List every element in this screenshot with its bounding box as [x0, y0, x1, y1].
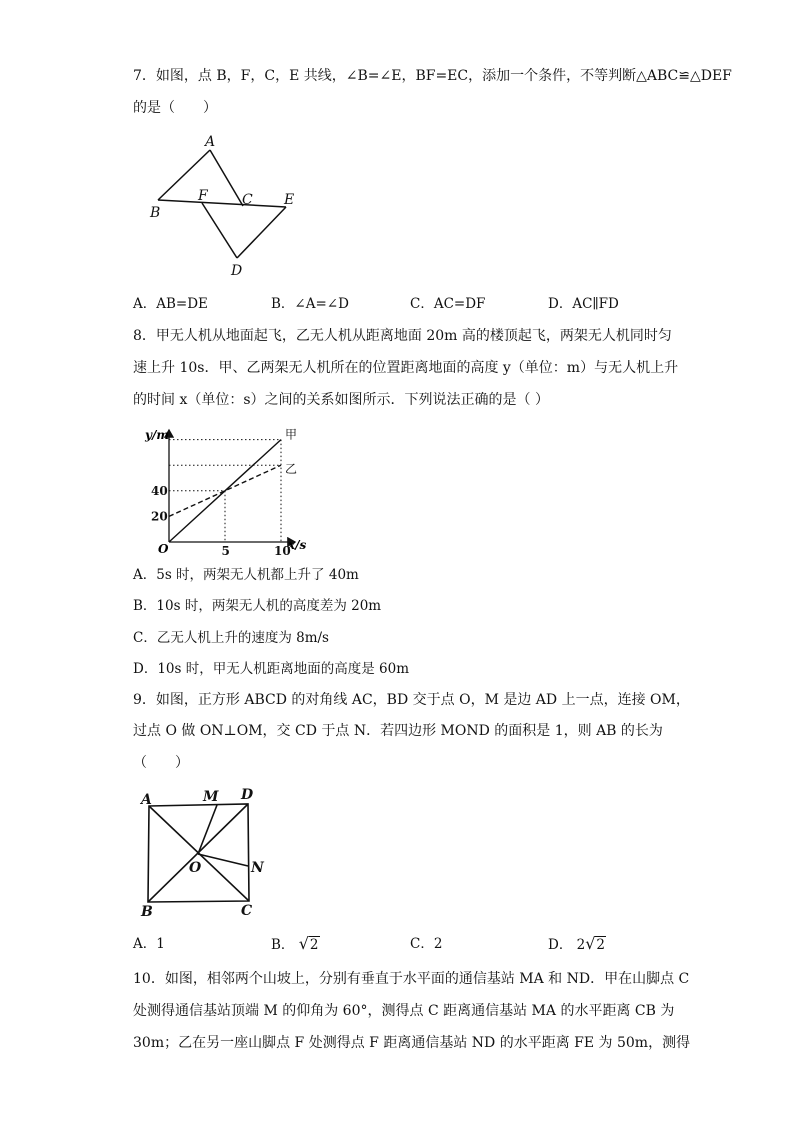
q9-label-n: N — [251, 860, 264, 876]
q8-text-line2: 速上升 10s．甲、乙两架无人机所在的位置距离地面的高度 y（单位：m）与无人机上升 — [133, 360, 679, 376]
q9-option-b-sqrt: √2 — [298, 934, 319, 953]
q8-option-d: D．10s 时，甲无人机距离地面的高度是 60m — [133, 661, 409, 677]
series-label-yi: 乙 — [285, 462, 298, 477]
q9-text-line1: 9．如图，正方形 ABCD 的对角线 AC，BD 交于点 O，M 是边 AD 上一点，连接 OM， — [133, 692, 690, 708]
y-axis-label: y/m — [145, 428, 170, 442]
q8-text-line3: 的时间 x（单位：s）之间的关系如图所示．下列说法正确的是（ ） — [133, 392, 549, 408]
q7-option-a: A．AB=DE — [133, 296, 208, 312]
q9-label-o: O — [189, 860, 202, 876]
q9-option-d-letter: D． — [548, 937, 573, 953]
q9-option-b — [271, 934, 320, 955]
q7-label-e: E — [284, 192, 295, 208]
q10-text-line3: 30m；乙在另一座山脚点 F 处测得点 F 距离通信基站 ND 的水平距离 FE 为 50m，测得 — [133, 1035, 691, 1051]
q9-option-d-radicand: 2 — [596, 937, 606, 953]
q9-option-a: A．1 — [133, 936, 165, 952]
q7-figure — [140, 128, 320, 278]
q9-label-c: C — [241, 903, 253, 919]
q9-text-line2: 过点 O 做 ON⊥OM，交 CD 于点 N．若四边形 MOND 的面积是 1，则 AB 的长为 — [133, 723, 663, 739]
q9-option-d — [548, 934, 606, 955]
q9-option-d-coef: 2 — [576, 937, 586, 953]
q7-label-f: F — [198, 188, 208, 204]
q9-label-m: M — [203, 789, 219, 805]
q7-text-line1: 7．如图，点 B，F，C，E 共线，∠B=∠E，BF=EC，添加一个条件，不等判断△ABC≌△DEF — [133, 68, 732, 84]
x-axis-label: x/s — [288, 538, 307, 552]
q9-option-d-sqrt: √2 — [585, 934, 606, 953]
series-label-jia: 甲 — [285, 427, 298, 442]
q8-option-c: C．乙无人机上升的速度为 8m/s — [133, 630, 329, 646]
q9-label-d: D — [241, 787, 254, 803]
q10-text-line2: 处测得通信基站顶端 M 的仰角为 60°，测得点 C 距离通信基站 MA 的水平距离 CB 为 — [133, 1003, 675, 1019]
q8-line-chart — [138, 424, 318, 556]
q9-text-line3: （ ） — [133, 755, 189, 771]
q8-text-line1: 8．甲无人机从地面起飞，乙无人机从距离地面 20m 高的楼顶起飞，两架无人机同时匀 — [133, 328, 672, 344]
q9-label-b: B — [141, 904, 153, 920]
q7-text-line2: 的是（ ） — [133, 100, 217, 116]
q9-label-a: A — [141, 792, 152, 808]
q10-text-line1: 10．如图，相邻两个山坡上，分别有垂直于水平面的通信基站 MA 和 ND．甲在山脚点 C — [133, 971, 690, 987]
q7-label-a: A — [205, 134, 216, 150]
y-tick-label-40: 40 — [151, 483, 168, 498]
x-tick-label-10: 10 — [274, 544, 291, 558]
q9-option-c: C．2 — [410, 936, 443, 952]
q7-option-c: C．AC=DF — [410, 296, 486, 312]
q8-option-b: B．10s 时，两架无人机的高度差为 20m — [133, 598, 382, 614]
q7-label-d: D — [231, 263, 243, 279]
q9-option-b-radicand: 2 — [309, 937, 319, 953]
q7-option-b: B．∠A=∠D — [271, 296, 349, 312]
q7-label-b: B — [150, 205, 161, 221]
q7-label-c: C — [242, 192, 253, 208]
x-tick-label-5: 5 — [221, 544, 230, 558]
y-tick-label-20: 20 — [151, 509, 168, 524]
q8-option-a: A．5s 时，两架无人机都上升了 40m — [133, 567, 359, 583]
q9-option-b-letter: B． — [271, 937, 295, 953]
q7-option-d: D．AC∥FD — [548, 296, 619, 312]
q9-figure — [135, 784, 275, 919]
origin-label: O — [158, 542, 169, 556]
